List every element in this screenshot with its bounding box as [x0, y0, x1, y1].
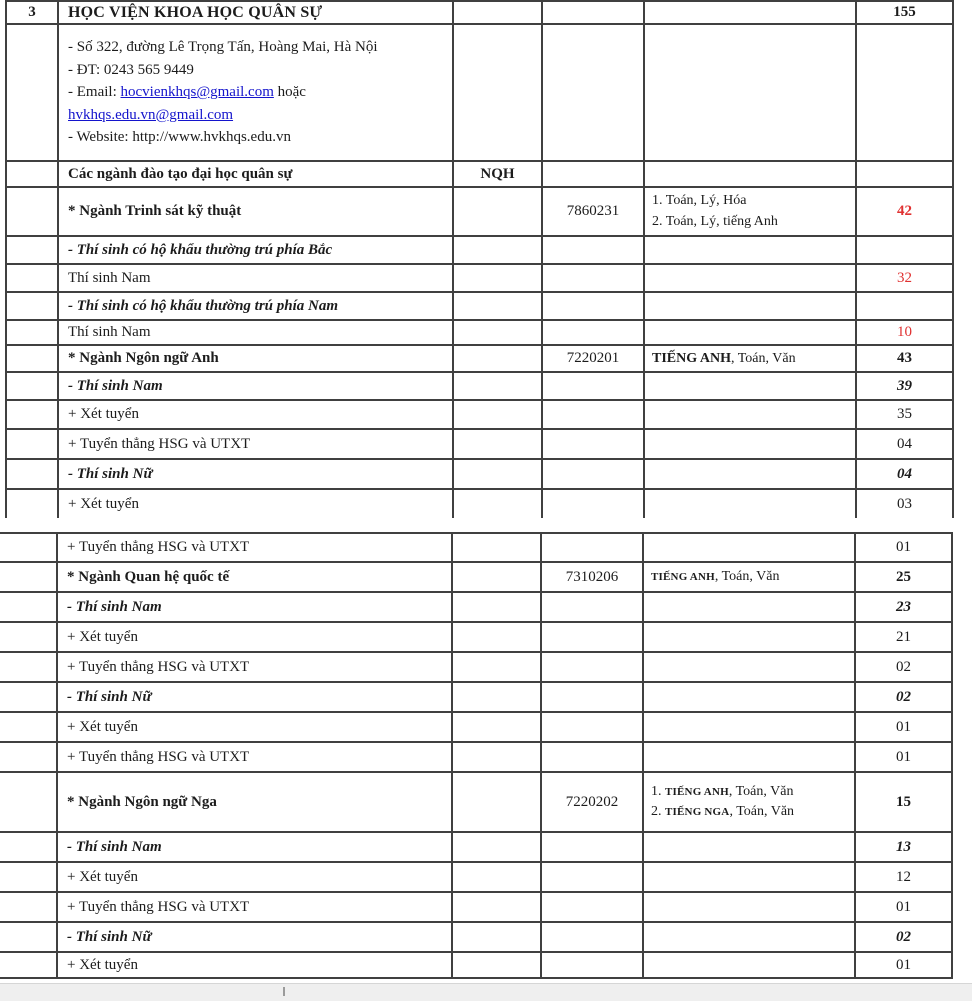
cell-empty: [0, 622, 57, 652]
table-row: [6, 292, 953, 320]
subject-combo-2: 2. TIẾNG NGA, Toán, Văn: [651, 804, 795, 819]
table-row: [6, 320, 953, 345]
cell-empty: [856, 292, 953, 320]
cell-row-label: Thí sinh Nam: [58, 264, 453, 292]
cell-empty: [542, 320, 644, 345]
cell-academy-name: HỌC VIỆN KHOA HỌC QUÂN SỰ: [58, 1, 453, 24]
cell-empty: [856, 24, 953, 161]
cell-empty: [643, 533, 855, 562]
cell-empty: [6, 320, 58, 345]
table-row: [6, 264, 953, 292]
table-row: [0, 742, 952, 772]
cell-quota: 25: [855, 562, 952, 592]
table-row: [6, 1, 953, 24]
cell-empty: [453, 187, 542, 236]
table-row: [6, 161, 953, 187]
cell-empty: [452, 922, 541, 952]
cell-empty: [0, 652, 57, 682]
cell-empty: [0, 592, 57, 622]
website-line: - Website: http://www.hvkhqs.edu.vn: [68, 129, 291, 146]
phone-line: - ĐT: 0243 565 9449: [68, 61, 194, 78]
cell-empty: [0, 562, 57, 592]
cell-quota: 23: [855, 592, 952, 622]
cell-program-code: 7860231: [542, 187, 644, 236]
cell-empty: [6, 236, 58, 264]
cell-row-label: + Tuyển thẳng HSG và UTXT: [58, 429, 453, 459]
cell-empty: [453, 1, 542, 24]
email-link-primary[interactable]: hocvienkhqs@gmail.com: [120, 84, 274, 101]
cell-empty: [541, 652, 643, 682]
table-row: [0, 892, 952, 922]
cell-quota: 01: [855, 892, 952, 922]
cell-empty: [453, 459, 542, 489]
table-row: [6, 345, 953, 372]
table-row: [6, 400, 953, 429]
cell-quota: 12: [855, 862, 952, 892]
cell-empty: [644, 459, 856, 489]
cell-empty: [644, 236, 856, 264]
cell-subgroup-label: - Thí sinh Nữ: [57, 682, 452, 712]
cell-empty: [6, 489, 58, 518]
cell-row-label: + Xét tuyển: [58, 489, 453, 518]
subject-combo-1: 1. TIẾNG ANH, Toán, Văn: [651, 783, 794, 799]
cell-program-name: * Ngành Ngôn ngữ Anh: [58, 345, 453, 372]
cell-empty: [6, 187, 58, 236]
cell-quota: 32: [856, 264, 953, 292]
table-row: [0, 682, 952, 712]
subject-rest: , Toán, Văn: [728, 783, 794, 799]
cell-quota: 42: [856, 187, 953, 236]
cell-quota: 02: [855, 682, 952, 712]
subject-language: TIẾNG NGA: [665, 806, 730, 818]
cell-quota: 15: [855, 772, 952, 832]
cell-row-label: + Xét tuyển: [57, 622, 452, 652]
cell-empty: [542, 372, 644, 400]
cell-row-label: + Xét tuyển: [57, 952, 452, 978]
cell-nqh: NQH: [453, 161, 542, 187]
cell-group-header: Các ngành đào tạo đại học quân sự: [58, 161, 453, 187]
subject-language: TIẾNG ANH: [665, 785, 729, 798]
cell-empty: [0, 742, 57, 772]
cell-subgroup-label: - Thí sinh Nữ: [58, 459, 453, 489]
cell-program-name: * Ngành Quan hệ quốc tế: [57, 562, 452, 592]
table-row: [6, 24, 953, 161]
cell-empty: [453, 372, 542, 400]
cell-empty: [542, 292, 644, 320]
cell-total-quota: 155: [856, 1, 953, 24]
cell-empty: [644, 489, 856, 518]
table-row: [0, 922, 952, 952]
cell-row-label: + Xét tuyển: [57, 862, 452, 892]
cell-subjects: [644, 187, 856, 236]
cell-quota: 10: [856, 320, 953, 345]
cell-program-name: * Ngành Trinh sát kỹ thuật: [58, 187, 453, 236]
address-line: - Số 322, đường Lê Trọng Tấn, Hoàng Mai, Hà Nội: [68, 39, 378, 56]
cell-empty: [643, 862, 855, 892]
cell-empty: [644, 429, 856, 459]
cell-empty: [643, 832, 855, 862]
cell-empty: [542, 429, 644, 459]
cell-empty: [452, 652, 541, 682]
subject-combo-1: 1. Toán, Lý, Hóa: [652, 193, 747, 209]
cell-empty: [453, 24, 542, 161]
cell-program-name: * Ngành Ngôn ngữ Nga: [57, 772, 452, 832]
cell-contact-info: [58, 24, 453, 161]
cell-subjects: [643, 772, 855, 832]
cell-program-code: 7220201: [542, 345, 644, 372]
cell-quota: 04: [856, 429, 953, 459]
cell-empty: [6, 292, 58, 320]
cell-row-label: Thí sinh Nam: [58, 320, 453, 345]
cell-empty: [643, 592, 855, 622]
email-line-2: [68, 104, 446, 127]
cell-empty: [453, 489, 542, 518]
cell-quota: 04: [856, 459, 953, 489]
cell-empty: [453, 292, 542, 320]
cell-empty: [542, 489, 644, 518]
cell-row-label: + Tuyển thẳng HSG và UTXT: [57, 533, 452, 562]
cell-empty: [0, 862, 57, 892]
cell-quota: 01: [855, 952, 952, 978]
cell-empty: [643, 922, 855, 952]
cell-empty: [452, 712, 541, 742]
table-row: [0, 592, 952, 622]
cell-row-label: + Tuyển thẳng HSG và UTXT: [57, 742, 452, 772]
table-row: [0, 562, 952, 592]
cell-empty: [6, 429, 58, 459]
cell-quota: 03: [856, 489, 953, 518]
cell-subgroup-label: - Thí sinh Nam: [57, 832, 452, 862]
cell-empty: [0, 712, 57, 742]
cell-subjects: [643, 562, 855, 592]
subject-rest: , Toán, Văn: [730, 350, 796, 366]
cell-quota: 39: [856, 372, 953, 400]
table-row: [6, 429, 953, 459]
subject-rest: , Toán, Văn: [729, 804, 795, 819]
cell-empty: [453, 320, 542, 345]
cell-empty: [644, 1, 856, 24]
table-row: [0, 832, 952, 862]
cell-empty: [452, 562, 541, 592]
cell-empty: [541, 922, 643, 952]
cell-empty: [643, 742, 855, 772]
cell-empty: [643, 652, 855, 682]
cell-empty: [452, 892, 541, 922]
cell-quota: 13: [855, 832, 952, 862]
subject-combo-2: 2. Toán, Lý, tiếng Anh: [652, 213, 778, 229]
scrollbar-thumb[interactable]: [283, 987, 285, 996]
cell-empty: [6, 400, 58, 429]
cell-empty: [6, 345, 58, 372]
cell-empty: [6, 24, 58, 161]
cell-empty: [453, 345, 542, 372]
table-row: [6, 236, 953, 264]
cell-program-code: 7310206: [541, 562, 643, 592]
cell-empty: [542, 459, 644, 489]
table-row: [0, 862, 952, 892]
email-or-text: hoặc: [277, 84, 306, 101]
cell-quota: 02: [855, 922, 952, 952]
cell-empty: [643, 952, 855, 978]
cell-empty: [453, 400, 542, 429]
cell-empty: [0, 922, 57, 952]
cell-empty: [0, 952, 57, 978]
table-row: [0, 652, 952, 682]
cell-empty: [541, 742, 643, 772]
cell-empty: [0, 832, 57, 862]
cell-empty: [6, 264, 58, 292]
cell-empty: [541, 952, 643, 978]
cell-subgroup-label: - Thí sinh có hộ khẩu thường trú phía Bắc: [58, 236, 453, 264]
cell-empty: [644, 372, 856, 400]
cell-empty: [453, 264, 542, 292]
cell-empty: [541, 682, 643, 712]
cell-subgroup-label: - Thí sinh Nam: [57, 592, 452, 622]
email-line: [68, 81, 446, 104]
table-row: [6, 459, 953, 489]
cell-subgroup-label: - Thí sinh Nữ: [57, 922, 452, 952]
cell-subgroup-label: - Thí sinh có hộ khẩu thường trú phía Nam: [58, 292, 453, 320]
cell-empty: [542, 24, 644, 161]
cell-empty: [643, 712, 855, 742]
subject-rest: , Toán, Văn: [714, 569, 780, 584]
cell-row-label: + Tuyển thẳng HSG và UTXT: [57, 652, 452, 682]
cell-empty: [6, 459, 58, 489]
bottom-scrollbar-track[interactable]: [0, 983, 972, 1001]
cell-empty: [452, 772, 541, 832]
cell-empty: [541, 862, 643, 892]
cell-empty: [6, 161, 58, 187]
cell-empty: [541, 712, 643, 742]
cell-empty: [0, 533, 57, 562]
cell-empty: [453, 236, 542, 264]
cell-empty: [643, 682, 855, 712]
cell-empty: [644, 24, 856, 161]
cell-empty: [541, 622, 643, 652]
cell-empty: [643, 892, 855, 922]
cell-empty: [856, 236, 953, 264]
cell-stt: 3: [6, 1, 58, 24]
cell-empty: [6, 372, 58, 400]
cell-quota: 35: [856, 400, 953, 429]
table-row: [0, 622, 952, 652]
cell-empty: [452, 592, 541, 622]
email-label: - Email:: [68, 84, 117, 101]
cell-empty: [644, 161, 856, 187]
cell-empty: [452, 622, 541, 652]
cell-quota: 01: [855, 712, 952, 742]
cell-empty: [541, 832, 643, 862]
cell-empty: [452, 742, 541, 772]
table-row: [0, 712, 952, 742]
table-row: [6, 187, 953, 236]
cell-empty: [644, 400, 856, 429]
cell-row-label: + Tuyển thẳng HSG và UTXT: [57, 892, 452, 922]
cell-empty: [453, 429, 542, 459]
cell-empty: [541, 592, 643, 622]
cell-empty: [0, 682, 57, 712]
email-link-secondary[interactable]: hvkhqs.edu.vn@gmail.com: [68, 106, 234, 123]
cell-subgroup-label: - Thí sinh Nam: [58, 372, 453, 400]
cell-empty: [542, 1, 644, 24]
cell-empty: [0, 892, 57, 922]
cell-quota: 02: [855, 652, 952, 682]
cell-empty: [643, 622, 855, 652]
cell-empty: [541, 533, 643, 562]
subject-language: TIẾNG ANH: [651, 571, 715, 583]
cell-row-label: + Xét tuyển: [58, 400, 453, 429]
cell-empty: [542, 400, 644, 429]
cell-program-code: 7220202: [541, 772, 643, 832]
cell-empty: [452, 832, 541, 862]
cell-empty: [644, 320, 856, 345]
cell-empty: [452, 862, 541, 892]
cell-quota: 21: [855, 622, 952, 652]
cell-empty: [0, 772, 57, 832]
subject-language: TIẾNG ANH: [652, 350, 731, 366]
cell-empty: [542, 264, 644, 292]
cell-empty: [644, 292, 856, 320]
cell-empty: [541, 892, 643, 922]
cell-empty: [452, 533, 541, 562]
cell-empty: [542, 161, 644, 187]
table-row: [0, 952, 952, 978]
table-row: [6, 489, 953, 518]
cell-empty: [644, 264, 856, 292]
cell-empty: [452, 682, 541, 712]
cell-empty: [856, 161, 953, 187]
cell-row-label: + Xét tuyển: [57, 712, 452, 742]
cell-empty: [452, 952, 541, 978]
cell-quota: 01: [855, 742, 952, 772]
table-row: [0, 533, 952, 562]
cell-quota: 43: [856, 345, 953, 372]
table-row: [6, 372, 953, 400]
cell-quota: 01: [855, 533, 952, 562]
table-row: [0, 772, 952, 832]
cell-subjects: [644, 345, 856, 372]
cell-empty: [542, 236, 644, 264]
admissions-table-top: [5, 0, 954, 518]
admissions-table-bottom: [0, 532, 953, 979]
